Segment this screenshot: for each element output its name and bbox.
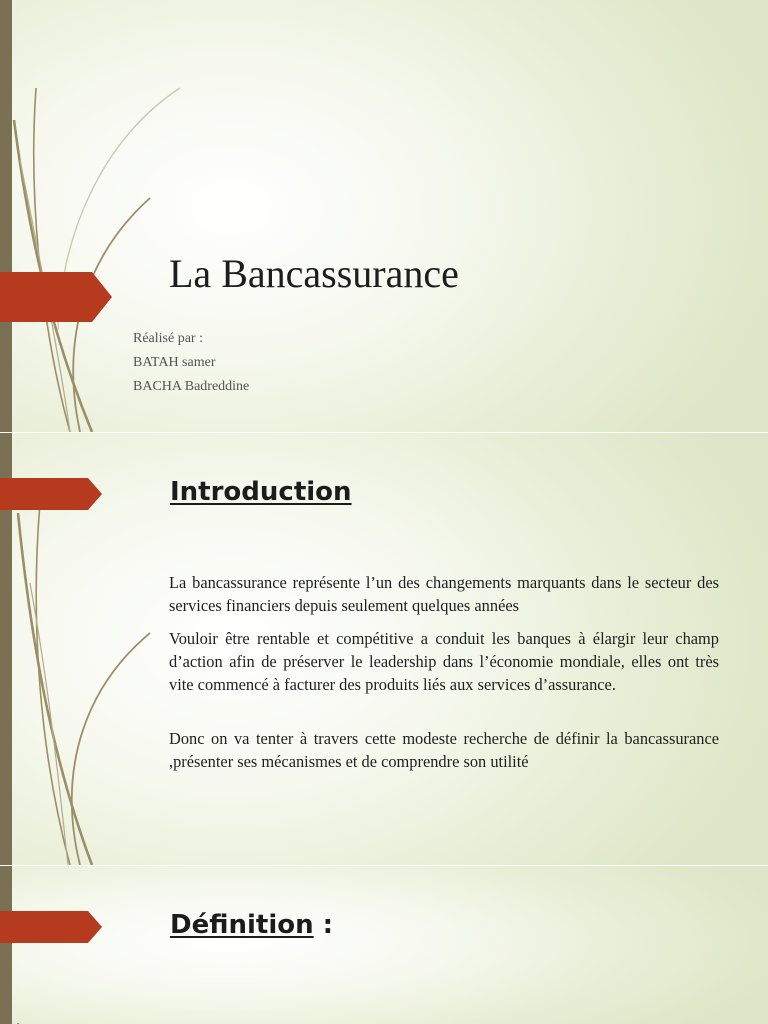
subtitle-line: BACHA Badreddine [133, 379, 250, 394]
section-heading [170, 910, 333, 940]
accent-arrow-flag [0, 911, 102, 943]
heading-text: Introduction [170, 477, 352, 507]
subtitle-line: Réalisé par : [133, 331, 203, 346]
accent-arrow-flag [0, 478, 102, 510]
paragraph: Vouloir être rentable et compétitive a conduit les banques à élargir leur champ d’action afin de préserver le leadership dans l’économie mondiale, elles ont très vite commencé à facturer des produits liés aux services d’assurance. [169, 629, 719, 694]
paragraph: Donc on va tenter à travers cette modeste recherche de définir la bancassurance ,présenter ses mécanismes et de comprendre son utilité [169, 729, 719, 771]
heading-text: Définition [170, 910, 314, 940]
definition-slide[interactable] [0, 866, 768, 1024]
title-slide[interactable] [0, 0, 768, 432]
slide-title: La Bancassurance [169, 251, 459, 296]
introduction-slide[interactable] [0, 433, 768, 865]
subtitle-line: BATAH samer [133, 355, 216, 370]
heading-suffix: : [313, 910, 334, 940]
paragraph: La bancassurance représente l’un des changements marquants dans le secteur des services financiers depuis seulement quelques années [169, 573, 719, 615]
decorative-swoosh-lines [0, 866, 210, 1024]
accent-arrow-flag [0, 272, 112, 322]
section-heading [170, 477, 352, 507]
